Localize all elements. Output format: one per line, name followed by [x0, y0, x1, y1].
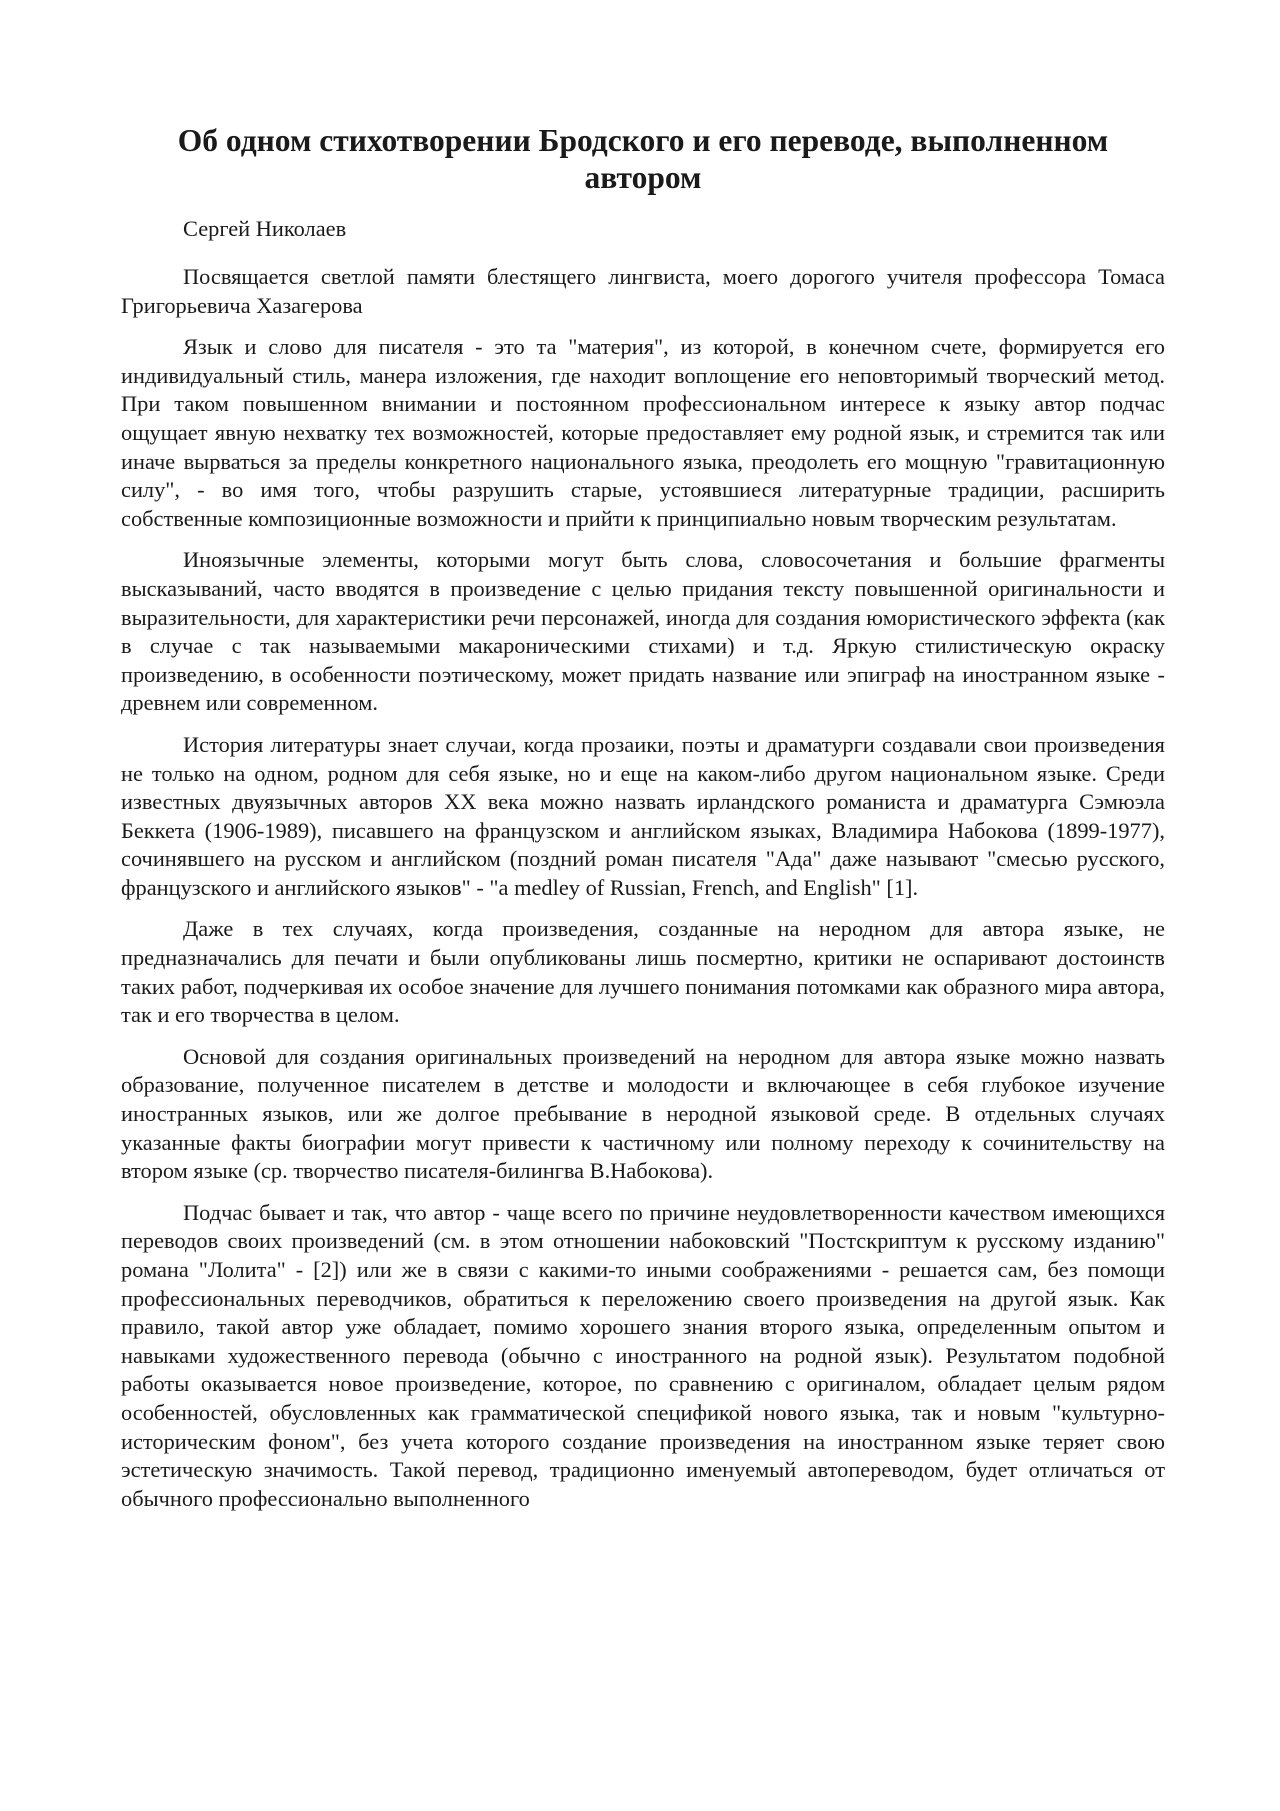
body-paragraph: Подчас бывает и так, что автор - чаще всего по причине неудовлетворенности качеством имеющихся переводов своих произведений (см. в этом отношении набоковский "Постскриптум к русскому изданию" романа "Лолита" - [2]) или же в связи с какими-то иными соображениями - решается сам, без помощи профессиональных переводчиков, обратиться к переложению своего произведения на другой язык. Как правило, такой автор уже обладает, помимо хорошего знания второго языка, определенным опытом и навыками художественного перевода (обычно с иностранного на родной язык). Результатом подобной работы оказывается новое произведение, которое, по сравнению с оригиналом, обладает целым рядом особенностей, обусловленных как грамматической спецификой нового языка, так и новым "культурно-историческим фоном", без учета которого создание произведения на иностранном языке теряет свою эстетическую значимость. Такой перевод, традиционно именуемый автопереводом, будет отличаться от обычного профессионально выполненного: [121, 1199, 1165, 1511]
body-paragraph: Язык и слово для писателя - это та "материя", из которой, в конечном счете, формируется его индивидуальный стиль, манера изложения, где находит воплощение его неповторимый творческий метод. При таком повышенном внимании и постоянном профессиональном интересе к языку автор подчас ощущает явную нехватку тех возможностей, которые предоставляет ему родной язык, и стремится так или иначе вырваться за пределы конкретного национального языка, преодолеть его мощную "гравитационную силу", - во имя того, чтобы разрушить старые, устоявшиеся литературные традиции, расширить собственные композиционные возможности и прийти к принципиально новым творческим результатам.: [121, 334, 1165, 531]
document-page: [121, 122, 1165, 1526]
author-name: Сергей Николаев: [183, 216, 347, 241]
dedication-paragraph: Посвящается светлой памяти блестящего лингвиста, моего дорогого учителя профессора Томаса Григорьевича Хазагерова: [121, 264, 1165, 318]
body-paragraph: Иноязычные элементы, которыми могут быть слова, словосочетания и большие фрагменты высказываний, часто вводятся в произведение с целью придания тексту повышенной оригинальности и выразительности, для характеристики речи персонажей, иногда для создания юмористического эффекта (как в случае с так называемыми макароническими стихами) и т.д. Яркую стилистическую окраску произведению, в особенности поэтическому, может придать название или эпиграф на иностранном языке - древнем или современном.: [121, 547, 1165, 716]
body-paragraph: История литературы знает случаи, когда прозаики, поэты и драматурги создавали свои произведения не только на одном, родном для себя языке, но и еще на каком-либо другом национальном языке. Среди известных двуязычных авторов XX века можно назвать ирландского романиста и драматурга Сэмюэла Беккета (1906-1989), писавшего на французском и английском языках, Владимира Набокова (1899-1977), сочинявшего на русском и английском (поздний роман писателя "Ада" даже называют "смесью русского, французского и английского языков" - "a medley of Russian, French, and English" [1].: [121, 731, 1165, 900]
document-title: Об одном стихотворении Бродского и его переводе, выполненном автором: [177, 123, 1109, 195]
body-paragraph: Даже в тех случаях, когда произведения, созданные на неродном для автора языке, не предназначались для печати и были опубликованы лишь посмертно, критики не оспаривают достоинств таких работ, подчеркивая их особое значение для лучшего понимания потомками как образного мира автора, так и его творчества в целом.: [121, 916, 1165, 1028]
body-paragraph: Основой для создания оригинальных произведений на неродном для автора языке можно назвать образование, полученное писателем в детстве и молодости и включающее в себя глубокое изучение иностранных языков, или же долгое пребывание в неродной языковой среде. В отдельных случаях указанные факты биографии могут привести к частичному или полному переходу к сочинительству на втором языке (ср. творчество писателя-билингва В.Набокова).: [121, 1043, 1165, 1184]
